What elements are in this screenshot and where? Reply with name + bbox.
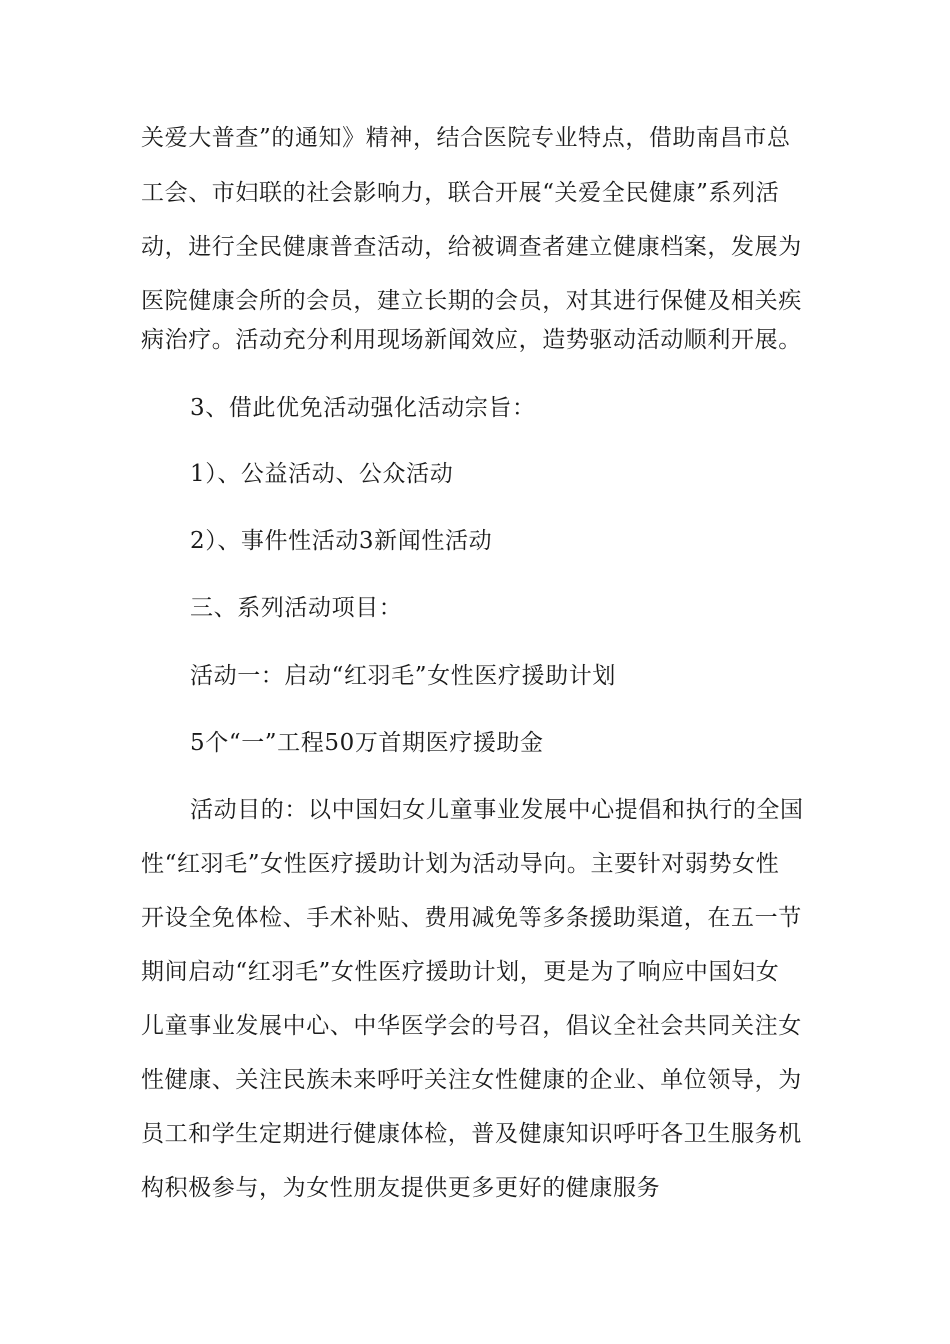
paragraph-line: 关爱大普查”的通知》精神，结合医院专业特点，借助南昌市总 [141, 125, 791, 151]
list-item-3-2: 2）、事件性活动3新闻性活动 [190, 528, 493, 554]
paragraph-line: 开设全免体检、手术补贴、费用减免等多条援助渠道，在五一节 [141, 905, 802, 931]
paragraph-line: 动，进行全民健康普查活动，给被调查者建立健康档案，发展为 [141, 234, 802, 260]
paragraph-line: 员工和学生定期进行健康体检，普及健康知识呼吁各卫生服务机 [141, 1121, 802, 1147]
paragraph-line: 活动目的：以中国妇女儿童事业发展中心提倡和执行的全国 [190, 797, 804, 823]
activity-title: 活动一：启动“红羽毛”女性医疗援助计划 [190, 663, 616, 689]
list-item-3: 3、借此优免活动强化活动宗旨： [190, 395, 536, 421]
paragraph-line: 工会、市妇联的社会影响力，联合开展“关爱全民健康”系列活 [141, 180, 780, 206]
paragraph-line: 病治疗。活动充分利用现场新闻效应，造势驱动活动顺利开展。 [141, 327, 802, 353]
paragraph-line: 构积极参与，为女性朋友提供更多更好的健康服务 [141, 1175, 661, 1201]
paragraph-line: 性“红羽毛”女性医疗援助计划为活动导向。主要针对弱势女性 [141, 851, 780, 877]
section-heading: 三、系列活动项目： [190, 595, 403, 621]
paragraph-line: 性健康、关注民族未来呼吁关注女性健康的企业、单位领导，为 [141, 1067, 802, 1093]
paragraph-line: 医院健康会所的会员，建立长期的会员，对其进行保健及相关疾 [141, 288, 802, 314]
activity-subtitle: 5个“一”工程50万首期医疗援助金 [190, 730, 544, 756]
paragraph-line: 期间启动“红羽毛”女性医疗援助计划，更是为了响应中国妇女 [141, 959, 780, 985]
list-item-3-1: 1）、公益活动、公众活动 [190, 461, 454, 487]
paragraph-line: 儿童事业发展中心、中华医学会的号召，倡议全社会共同关注女 [141, 1013, 802, 1039]
